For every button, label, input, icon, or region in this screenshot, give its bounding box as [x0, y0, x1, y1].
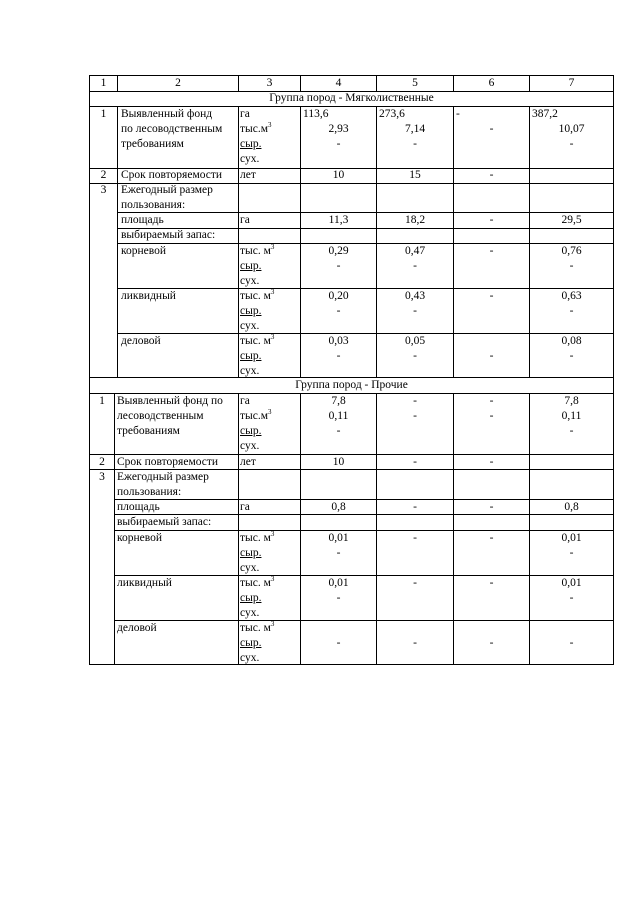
row-label: корневой — [121, 245, 167, 257]
value-cell: - — [413, 410, 417, 422]
value-cell: 0,8 — [331, 501, 346, 513]
value-cell: - — [569, 260, 574, 272]
unit-cell: сыр. — [240, 637, 262, 649]
value-cell: - — [413, 501, 417, 513]
row-label: площадь — [117, 501, 160, 513]
value-cell: 15 — [409, 169, 421, 181]
row-number: 2 — [100, 169, 107, 181]
value-cell: 0,01 — [561, 577, 582, 589]
unit-cell: сух. — [240, 275, 260, 287]
value-cell: - — [489, 350, 494, 362]
value-cell: - — [336, 547, 341, 559]
unit-cell: $тыс.м^3$ — [240, 408, 272, 422]
value-cell: 10,07 — [558, 123, 585, 135]
value-cell: 2,93 — [328, 123, 349, 135]
unit-cell: сух. — [240, 440, 260, 452]
unit-cell: тыс. $м^3$ — [240, 530, 275, 544]
value-cell: 0,29 — [328, 245, 349, 257]
unit-cell: лет — [240, 169, 256, 181]
row-number: 1 — [99, 395, 105, 407]
value-cell: - — [413, 577, 417, 589]
unit-cell: га — [240, 108, 250, 120]
value-cell: - — [489, 577, 494, 589]
value-cell: 11,3 — [328, 214, 349, 226]
unit-cell: сыр. — [240, 138, 262, 150]
value-cell: 387,2 — [532, 108, 558, 120]
value-cell: - — [489, 245, 494, 257]
unit-cell: сыр. — [240, 547, 262, 559]
value-cell: - — [336, 592, 341, 604]
row-label: ликвидный — [121, 290, 176, 302]
value-cell: - — [489, 169, 494, 181]
row-label: выбираемый запас: — [121, 229, 216, 241]
value-cell: - — [489, 637, 494, 649]
value-cell: 0,43 — [404, 290, 426, 302]
row-label: Срок повторяемости — [121, 169, 223, 181]
value-cell: - — [489, 395, 494, 407]
row-label: выбираемый запас: — [117, 516, 212, 528]
value-cell: - — [413, 532, 417, 544]
row-number: 3 — [99, 471, 105, 483]
value-cell: 113,6 — [303, 108, 329, 120]
row-label-line: требованиям — [121, 138, 184, 150]
value-cell: - — [336, 425, 341, 437]
unit-cell: га — [240, 501, 250, 513]
value-cell: - — [336, 138, 341, 150]
value-cell: 0,11 — [328, 410, 349, 422]
row-label-line: лесоводственным — [117, 410, 204, 422]
value-cell: 0,47 — [404, 245, 426, 257]
value-cell: - — [413, 138, 417, 150]
unit-cell: тыс. $м^3$ — [240, 575, 275, 589]
col-header-4: 4 — [335, 77, 342, 89]
value-cell: 7,8 — [331, 395, 346, 407]
value-cell: 0,01 — [328, 577, 349, 589]
col-header-1: 1 — [100, 77, 107, 89]
unit-cell: сыр. — [240, 592, 262, 604]
value-cell: - — [336, 305, 341, 317]
value-cell: - — [413, 637, 417, 649]
value-cell: - — [569, 138, 574, 150]
value-cell: - — [569, 592, 574, 604]
value-cell: 0,01 — [328, 532, 349, 544]
row-label-line: Ежегодный размер — [121, 184, 213, 196]
unit-cell: сух. — [240, 652, 260, 664]
value-cell: - — [413, 395, 417, 407]
value-cell: - — [569, 350, 574, 362]
value-cell: 0,05 — [404, 335, 426, 347]
row-label-line: пользования: — [121, 199, 186, 211]
unit-cell: сух. — [240, 562, 260, 574]
value-cell: - — [413, 350, 417, 362]
unit-cell: га — [240, 395, 250, 407]
value-cell: 7,14 — [404, 123, 426, 135]
row-number: 3 — [100, 184, 107, 196]
unit-cell: лет — [240, 456, 256, 468]
col-header-5: 5 — [412, 77, 418, 89]
value-cell: - — [569, 547, 574, 559]
col-header-2: 2 — [175, 77, 181, 89]
unit-cell: $тыс.м^3$ — [240, 121, 272, 135]
row-label-line: Выявленный фонд — [121, 108, 213, 120]
value-cell: 0,11 — [561, 410, 582, 422]
row-label: площадь — [121, 214, 164, 226]
value-cell: 0,03 — [328, 335, 349, 347]
col-header-3: 3 — [266, 77, 273, 89]
row-label: деловой — [121, 335, 161, 347]
unit-cell: тыс. $м^3$ — [240, 333, 275, 347]
value-cell: 29,5 — [561, 214, 582, 226]
unit-cell: га — [240, 214, 250, 226]
unit-cell: сух. — [240, 320, 260, 332]
col-header-7: 7 — [568, 77, 575, 89]
value-cell: - — [489, 501, 494, 513]
value-cell: - — [489, 410, 494, 422]
value-cell: - — [569, 637, 574, 649]
unit-cell: сух. — [240, 153, 260, 165]
group-title: Группа пород - Прочие — [295, 379, 408, 391]
unit-cell: сыр. — [240, 260, 262, 272]
value-cell: - — [336, 637, 341, 649]
group-title: Группа пород - Мягколиственные — [269, 92, 434, 104]
unit-cell: сух. — [240, 607, 260, 619]
value-cell: 0,63 — [561, 290, 582, 302]
value-cell: 7,8 — [564, 395, 579, 407]
col-header-6: 6 — [488, 77, 495, 89]
value-cell: - — [336, 350, 341, 362]
value-cell: - — [456, 108, 460, 120]
value-cell: 0,20 — [328, 290, 349, 302]
value-cell: - — [413, 305, 417, 317]
value-cell: 18,2 — [404, 214, 426, 226]
value-cell: - — [489, 456, 494, 468]
row-number: 1 — [100, 108, 107, 120]
value-cell: - — [489, 123, 494, 135]
unit-cell: сыр. — [240, 425, 262, 437]
row-label-line: требованиям — [117, 425, 180, 437]
value-cell: - — [489, 290, 494, 302]
value-cell: 10 — [332, 456, 345, 468]
unit-cell: тыс. $м^3$ — [240, 243, 275, 257]
row-label-line: Выявленный фонд по — [117, 395, 223, 407]
row-label-line: Ежегодный размер — [117, 471, 209, 483]
row-label: корневой — [117, 532, 163, 544]
unit-cell: тыс. $м^3$ — [240, 620, 275, 634]
row-label: ликвидный — [117, 577, 172, 589]
value-cell: - — [413, 456, 417, 468]
row-label: Срок повторяемости — [117, 456, 219, 468]
row-number: 2 — [99, 456, 105, 468]
value-cell: 0,76 — [561, 245, 582, 257]
row-label-line: по лесоводственным — [121, 123, 223, 135]
unit-cell: сыр. — [240, 350, 262, 362]
value-cell: 0,01 — [561, 532, 582, 544]
value-cell: 10 — [332, 169, 345, 181]
value-cell: 0,08 — [561, 335, 582, 347]
value-cell: 273,6 — [379, 108, 405, 120]
value-cell: - — [413, 260, 417, 272]
value-cell: - — [336, 260, 341, 272]
value-cell: - — [489, 214, 494, 226]
unit-cell: сух. — [240, 365, 260, 377]
value-cell: - — [569, 305, 574, 317]
value-cell: - — [489, 532, 494, 544]
row-label: деловой — [117, 622, 157, 634]
value-cell: - — [569, 425, 574, 437]
value-cell: 0,8 — [564, 501, 579, 513]
row-label-line: пользования: — [117, 486, 182, 498]
unit-cell: тыс. $м^3$ — [240, 288, 275, 302]
unit-cell: сыр. — [240, 305, 262, 317]
